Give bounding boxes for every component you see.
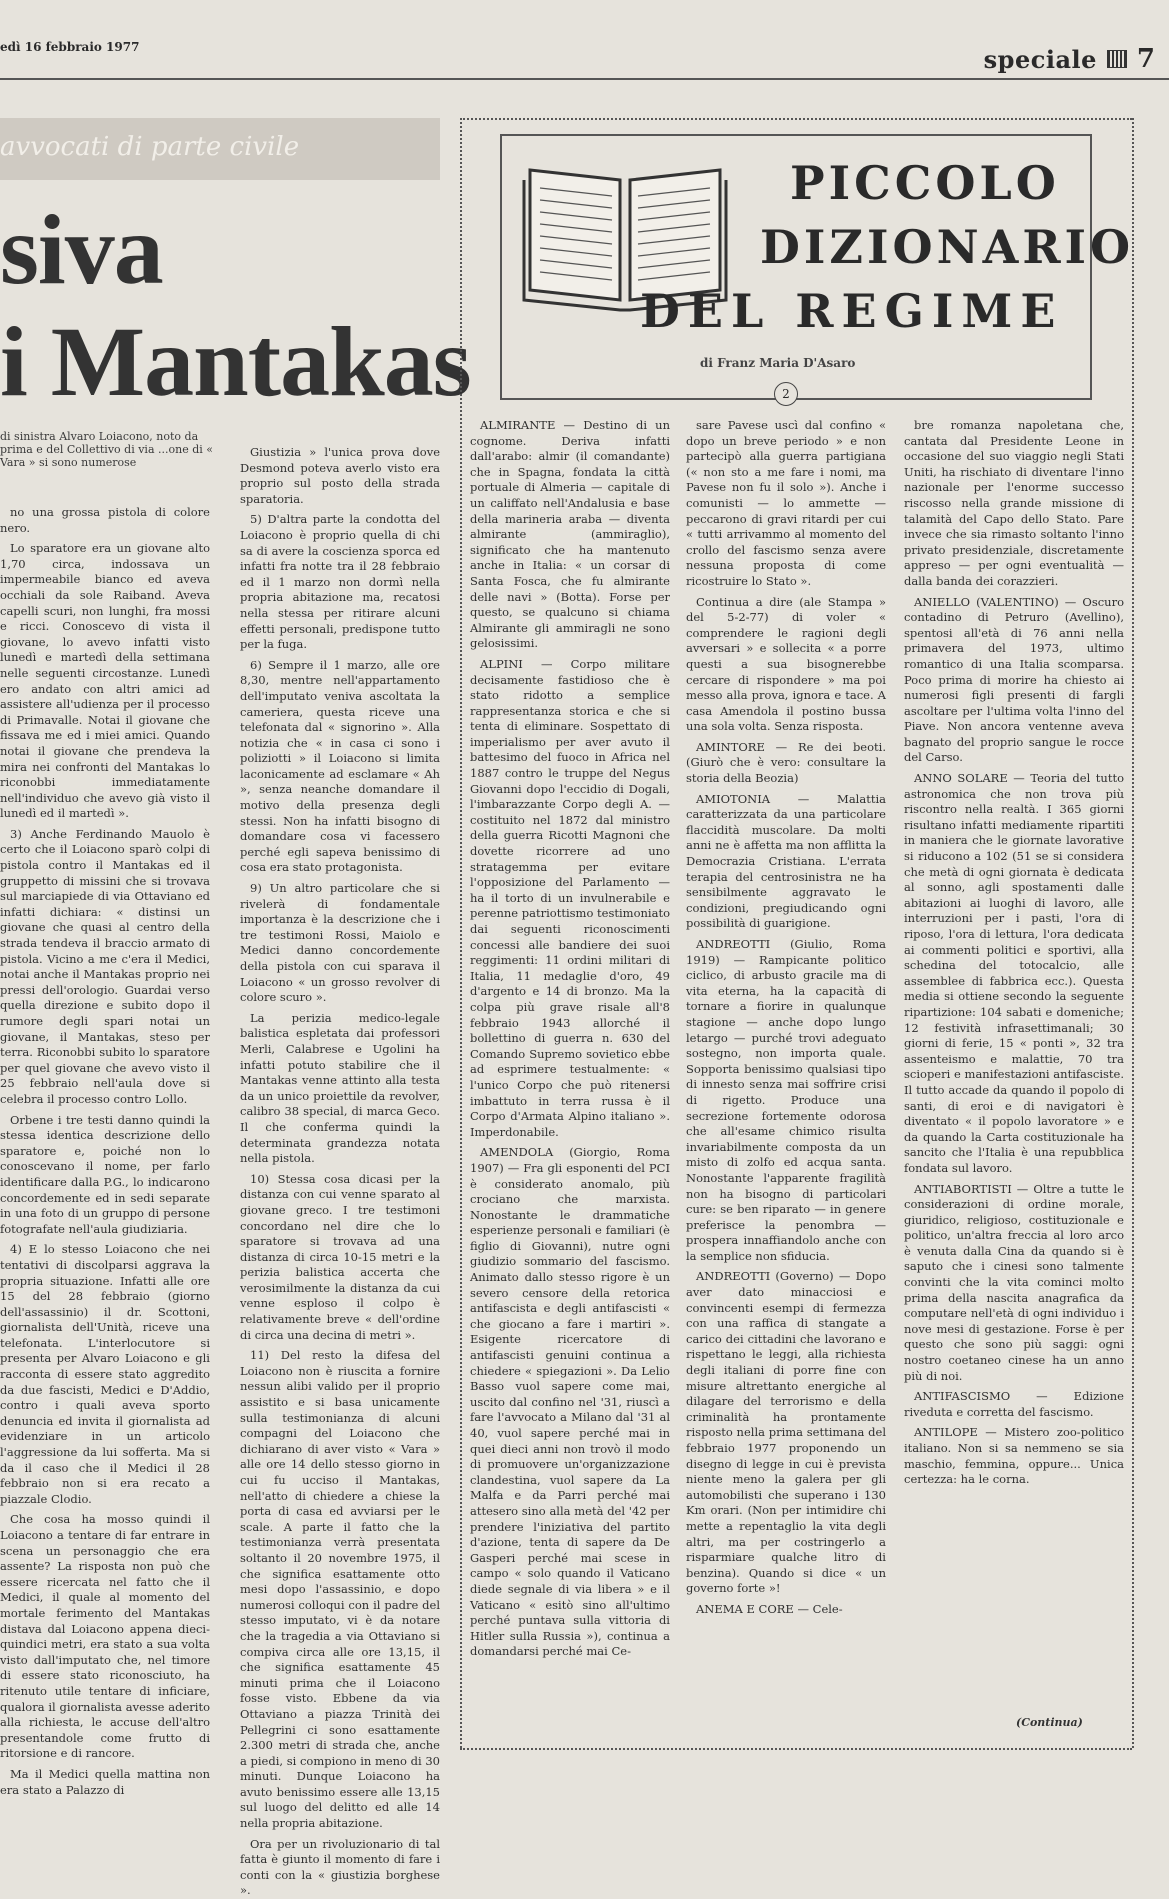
continued-note: (Continua) — [1016, 1716, 1083, 1729]
dictionary-title-line-2: DIZIONARIO — [760, 220, 1135, 274]
section-logo-icon — [1107, 50, 1127, 68]
article-column-2 — [240, 445, 440, 1898]
paragraph: 9) Un altro particolare che si rivelerà di fondamentale importanza è la descrizione che i tre testimoni Rossi, Maiolo e Medici danno concordemente della pistola con cui sparava il Loiacono « un grosso revolver di colore scuro ». — [240, 881, 440, 1005]
dictionary-entry: AMIOTONIA — Malattia caratterizzata da una particolare flaccidità muscolare. Da molti anni ne è affetta ma non afflitta la Democrazia Cristiana. L'errata terapia del centrosinistra ne ha sensibilmente aggravato le condizioni, pregiudicando ogni possibilità di guarigione. — [686, 791, 886, 931]
dictionary-entry: AMENDOLA (Giorgio, Roma 1907) — Fra gli esponenti del PCI è considerato anomalo, più crociano che marxista. Nonostante le drammatiche esperienze personali e familiari (è figlio di Giovanni), nutre ogni giudizio sommario del fascismo. Animato dallo stesso rigore è un severo censore della retorica antifascista e degli antifascisti « che giocano a fare i martiri ». Esigente ricercatore di antifascisti genuini continua a chiedere « spiegazioni ». Da Lelio Basso vuol sapere come mai, uscito dal confino nel '31, riuscì a fare l'avvocato a Milano dal '31 al 40, vuol sapere perché mai in quei dieci anni non trovò il modo di promuovere un'organizzazione clandestina, vuol sapere da La Malfa e da Parri perché mai attesero sino alla metà del '42 per prendere l'iniziativa del partito d'azione, tenta di sapere da De Gasperi perché mai scese in campo « solo quando il Vaticano diede segnale di via libera » e il Vaticano « esitò sino all'ultimo perché puntava sulla vittoria di Hitler sulla Russia »), continua a domandarsi perché mai Ce- — [470, 1145, 670, 1659]
dictionary-entry: ANDREOTTI (Giulio, Roma 1919) — Rampicante politico ciclico, di arbusto gracile ma di vita eterna, ha la capacità di tornare a fiorire in qualunque stagione — anche dopo lungo letargo — purché trovi adeguato sostegno, non importa quale. Sopporta benissimo qualsiasi tipo di innesto senza mai soffrire crisi di rigetto. Produce una secrezione fortemente odorosa che all'esame chimico risulta invariabilmente composta da un misto di zolfo ed acqua santa. Nonostante l'apparente fragilità non ha bisogno di particolari cure: se ben riparato — in genere preferisce la penombra — prospera innaffiandolo anche con la semplice non sfiducia. — [686, 937, 886, 1263]
dictionary-byline: di Franz Maria D'Asaro — [700, 356, 856, 370]
headline-line-1: siva — [0, 194, 163, 305]
section-name: speciale — [983, 44, 1097, 74]
paragraph: Giustizia » l'unica prova dove Desmond poteva averlo visto era proprio sul posto della strada sparatoria. — [240, 445, 440, 506]
dictionary-entry: ALMIRANTE — Destino di un cognome. Deriva infatti dall'arabo: almir (il comandante) che in Spagna, fondata la città portuale di Almeria — capitale di un califfato nell'Andalusia e base della marineria araba — diventa almirante (ammiraglio), significato che ha mantenuto anche in Italia: « un corsar di Santa Fosca, che fu almirante delle navi » (Botta). Forse per questo, se qualcuno si chiama Almirante gli ammiragli ne sono gelosissimi. — [470, 418, 670, 651]
dictionary-column-1 — [470, 418, 670, 1748]
paragraph: 6) Sempre il 1 marzo, alle ore 8,30, mentre nell'appartamento dell'imputato veniva ascoltata la cameriera, questa riceve una telefonata dal « signorino ». Alla notizia che « in casa ci sono i poliziotti » il Loiacono si limita laconicamente ad esclamare « Ah », senza neanche domandare il motivo della presenza degli stessi. Non ha infatti bisogno di domandare cosa vi facessero perché egli sapeva benissimo di cosa era stato protagonista. — [240, 657, 440, 875]
dictionary-entry: ANTIABORTISTI — Oltre a tutte le considerazioni di ordine morale, giuridico, religioso, costituzionale e politico, un'altra freccia al loro arco è venuta dalla Cina da quando si è saputo che i cinesi sono talmente convinti che la vita cominci molto prima della nascita anagrafica da computare nell'età di ogni individuo i nove mesi di gestazione. Forse è per questo che sono più saggi: ogni nostro coetaneo cinese ha un anno più di noi. — [904, 1181, 1124, 1383]
article-kicker: avvocati di parte civile — [0, 132, 300, 162]
paragraph: Ma il Medici quella mattina non era stato a Palazzo di — [0, 1766, 210, 1797]
paragraph: 3) Anche Ferdinando Mauolo è certo che il Loiacono sparò colpi di pistola contro il Mantakas ed il gruppetto di missini che si trovava sul marciapiede di via Ottaviano ed infatti dichiara: « distinsi un giovane che quasi al centro della strada tendeva il braccio armato di pistola. Vicino a me c'era il Medici, notai anche il Mantakas proprio nei pressi dell'orologio. Guardai verso quella direzione e subito dopo il rumore degli spari notai un giovane, il Mantakas, steso per terra. Riconobbi subito lo sparatore per quel giovane che avevo visto il 25 febbraio nell'aula dove si celebra il processo contro Lollo. — [0, 826, 210, 1106]
dictionary-entry: ANTIFASCISMO — Edizione riveduta e corretta del fascismo. — [904, 1389, 1124, 1419]
dotted-divider-right — [1132, 118, 1134, 1748]
dictionary-entry: ANDREOTTI (Governo) — Dopo aver dato minacciosi e convincenti esempi di fermezza con una raffica di stangate a carico dei cittadini che lavorano e rispettano le leggi, alla richiesta degli italiani di porre fine con misure altrettanto energiche al dilagare del terrorismo e della criminalità ha prontamente risposto nella prima settimana del febbraio 1977 proponendo un disegno di legge in cui è prevista niente meno la galera per gli automobilisti che superano i 130 Km orari. (Non per intimidire chi mette a repentaglio la vita degli altri, ma per costringerlo a risparmiare qualche litro di benzina). Quando si dice « un governo forte »! — [686, 1269, 886, 1596]
article-lede: di sinistra Alvaro Loiacono, noto da prima e del Collettivo di via ...one di « Vara » si sono numerose — [0, 430, 213, 469]
dotted-divider-bottom — [460, 1748, 1132, 1750]
page-number: 7 — [1136, 44, 1155, 74]
paragraph: 4) E lo stesso Loiacono che nei tentativi di discolparsi aggrava la propria situazione. Infatti alle ore 15 del 28 febbraio (giorno dell'assassinio) il dr. Scottoni, giornalista dell'Unità, riceve una telefonata. L'interlocutore si presenta per Alvaro Loiacono e gli racconta di essere stato aggredito da due fascisti, Medici e D'Addio, contro i quali aveva sporto denuncia ed invita il giornalista ad evidenziare in un articolo l'aggressione da lui sofferta. Ma si da il caso che il Medici il 28 febbraio non si era recato a piazzale Clodio. — [0, 1242, 210, 1506]
dictionary-entry: ANIELLO (VALENTINO) — Oscuro contadino di Petruro (Avellino), spentosi all'età di 76 anni nella primavera del 1973, ultimo romantico di una Italia scomparsa. Poco prima di morire ha chiesto ai numerosi figli presenti di fargli ascoltare per l'ultima volta l'inno del Piave. Non ancora ventenne aveva bagnato del proprio sangue le rocce del Carso. — [904, 594, 1124, 765]
paragraph: 11) Del resto la difesa del Loiacono non è riuscita a fornire nessun alibi valido per il proprio assistito e si basa unicamente sulla testimonianza di alcuni compagni del Loiacono che dichiarano di aver visto « Vara » alle ore 14 dello stesso giorno in cui fu ucciso il Mantakas, nell'atto di chiedere a chiese la porta di casa ed avviarsi per le scale. A parte il fatto che la testimonianza verrà presentata soltanto il 20 novembre 1975, il che significa esattamente otto mesi dopo l'assassinio, e dopo numerosi colloqui con il padre del stesso imputato, vi è da notare che la tragedia a via Ottaviano si compiva circa alle ore 13,15, il che significa esattamente 45 minuti prima che il Loiacono fosse visto. Ebbene da via Ottaviano a piazza Trinità dei Pellegrini ci sono esattamente 2.300 metri di strada che, anche a piedi, si compiono in meno di 30 minuti. Dunque Loiacono ha avuto benissimo essere alle 13,15 sul luogo del delitto ed alle 14 nella propria abitazione. — [240, 1348, 440, 1831]
dictionary-column-3 — [904, 418, 1124, 1748]
paragraph: Ora per un rivoluzionario di tal fatta è giunto il momento di fare i conti con la « giustizia borghese ». — [240, 1836, 440, 1898]
issue-date: edì 16 febbraio 1977 — [0, 40, 140, 54]
dictionary-column-2 — [686, 418, 886, 1748]
article-kicker-band — [0, 118, 440, 180]
headline-line-2: i Mantakas — [0, 306, 471, 417]
dictionary-entry: ANEMA E CORE — Cele- — [696, 1601, 843, 1616]
page-header-right — [984, 44, 1155, 74]
dictionary-entry: bre romanza napoletana che, cantata dal Presidente Leone in occasione del suo viaggio negli Stati Uniti, ha rischiato di diventare l'inno nazionale per l'enorme successo riscosso nella grande missione di talamità del Capo dello Stato. Pare invece che sia rimasto soltanto l'inno privato presidenziale, discretamente appreso — per ogni eventualità — dalla banda dei corazzieri. — [904, 418, 1124, 588]
paragraph: 10) Stessa cosa dicasi per la distanza con cui venne sparato al giovane greco. I tre testimoni concordano nel dire che lo sparatore si trovava ad una distanza di circa 10-15 metri e la perizia balistica accerta che verosimilmente la distanza da cui venne esploso il colpo è relativamente breve « dell'ordine di circa una decina di metri ». — [240, 1171, 440, 1342]
paragraph: 5) D'altra parte la condotta del Loiacono è proprio quella di chi sa di avere la coscienza sporca ed infatti fra notte tra il 28 febbraio ed il 1 marzo non dormì nella propria abitazione ma, recatosi nella stessa per ritirare alcuni effetti personali, predispone tutto per la fuga. — [240, 512, 440, 652]
paragraph: Lo sparatore era un giovane alto 1,70 circa, indossava un impermeabile bianco ed aveva occhiali da sole Raiband. Aveva capelli scuri, non lunghi, fra mossi e ricci. Conoscevo di vista il giovane, lo avevo infatti visto lunedì e martedì della settimana nelle seguenti circostanze. Lunedì ero andato con altri amici ad assistere all'udienza per il processo di Primavalle. Notai il giovane che fissava me ed i miei amici. Quando notai il giovane che prendeva la mira nei confronti del Mantakas lo riconobbi immediatamente nell'individuo che avevo già visto il lunedì ed il martedì ». — [0, 541, 210, 821]
dotted-divider-left — [460, 118, 462, 1748]
dictionary-entry: ALPINI — Corpo militare decisamente fastidioso che è stato ridotto a semplice rappresentanza storica e che si tenta di eliminare. Sospettato di imperialismo per aver avuto il battesimo del fuoco in Africa nel 1887 contro le truppe del Negus Giovanni dopo l'eccidio di Dogali, l'imbarazzante Corpo degli A. — costituito nel 1872 dal ministro della guerra Ricotti Magnoni che dovette ricorrere ad uno stratagemma per evitare l'opposizione del Parlamento — ha il torto di un invulnerabile e perenne patriottismo testimoniato dai seguenti riconoscimenti concessi alle bandiere dei suoi reggimenti: 11 ordini militari di Italia, 11 medaglie d'oro, 49 d'argento e 14 di bronzo. Ma la colpa più grave risale all'8 febbraio 1943 allorché il bollettino di guerra n. 630 del Comando Supremo sovietico ebbe ad esprimere testualmente: « l'unico Corpo che può ritenersi imbattuto in terra russa è il Corpo d'Armata Alpino italiano ». Imperdonabile. — [470, 656, 670, 1139]
dictionary-entry: Continua a dire (ale Stampa » del 5-2-77) di voler « comprendere le ragioni degli avversari » e sollecita « a porre questi a sua bisognerebbe cercare di rispondere » ma poi messo alla prova, ignora e tace. A casa Amendola il postino bussa una sola volta. Senza risposta. — [686, 594, 886, 734]
dictionary-entry: ANNO SOLARE — Teoria del tutto astronomica che non trova più riscontro nella realtà. I 365 giorni risultano infatti mediamente ripartiti in maniera che le giornate lavorative si riducono a 102 (51 se si considera che metà di ogni giornata è dedicata al sonno, agli spostamenti dalle abitazioni ai luoghi di lavoro, alle interruzioni per i pasti, l'ora di riposo, l'ora di lettura, l'ora dedicata ai commenti politici e sportivi, alla schedina del totocalcio, alle assemblee di fabbrica ecc.). Questa media si ottiene secondo la seguente ripartizione: 104 sabati e domeniche; 12 festività infrasettimanali; 30 giorni di ferie, 15 « ponti », 32 tra assenteismo e malattie, 70 tra scioperi e manifestazioni antifasciste. Il tutto accade da quando il popolo di santi, di eroi e di navigatori è diventato « il popolo lavoratore » e da quando la Carta costituzionale ha sancito che l'Italia è una repubblica fondata sul lavoro. — [904, 771, 1124, 1175]
dictionary-entry: AMINTORE — Re dei beoti. (Giurò che è vero: consultare la storia della Beozia) — [686, 739, 886, 786]
article-column-1 — [0, 505, 210, 1797]
dictionary-entry: sare Pavese uscì dal confino « dopo un breve periodo » e non partecipò alla guerra partigiana (« non sto a me fare i nomi, ma Pavese non fu il solo »). Anche i comunisti — lo ammette — peccarono di gravi ritardi per cui « tutti arrivammo al momento del crollo del fascismo senza avere nessuna proposta di come ricostruire lo Stato ». — [686, 418, 886, 588]
header-rule — [0, 78, 1169, 80]
paragraph: Che cosa ha mosso quindi il Loiacono a tentare di far entrare in scena un personaggio che era assente? La risposta non può che essere ricercata nel fatto che il Medici, il quale al momento del mortale ferimento del Mantakas distava dal Loiacono appena dieci-quindici metri, era stato a sua volta visto dall'imputato che, nel timore di essere stato riconosciuto, ha ritenuto utile tentare di inficiare, qualora il giornalista avesse aderito alla richiesta, le accuse dell'altro presentandole come frutto di ritorsione e di rancore. — [0, 1512, 210, 1761]
paragraph: La perizia medico-legale balistica espletata dai professori Merli, Calabrese e Ugolini ha infatti potuto stabilire che il Mantakas venne attinto alla testa da un unico proiettile da revolver, calibro 38 special, di marca Geco. Il che conferma quindi la determinata grandezza notata nella pistola. — [240, 1010, 440, 1166]
paragraph: Orbene i tre testi danno quindi la stessa identica descrizione dello sparatore e, poiché non lo conoscevano il nome, per farlo identificare dalla P.G., lo indicarono concordemente ed in sedi separate in una foto di un gruppo di persone fotografate nell'aula giudiziaria. — [0, 1112, 210, 1236]
dictionary-title-line-3: DEL REGIME — [640, 284, 1064, 338]
dictionary-entry: ANTILOPE — Mistero zoo-politico italiano. Non si sa nemmeno se sia maschio, femmina, oppure... Unica certezza: ha le corna. — [904, 1425, 1124, 1487]
dotted-divider-top — [460, 118, 1132, 120]
paragraph: no una grossa pistola di colore nero. — [0, 505, 210, 535]
dictionary-title-line-1: PICCOLO — [790, 156, 1060, 210]
episode-number-badge: 2 — [774, 382, 798, 406]
